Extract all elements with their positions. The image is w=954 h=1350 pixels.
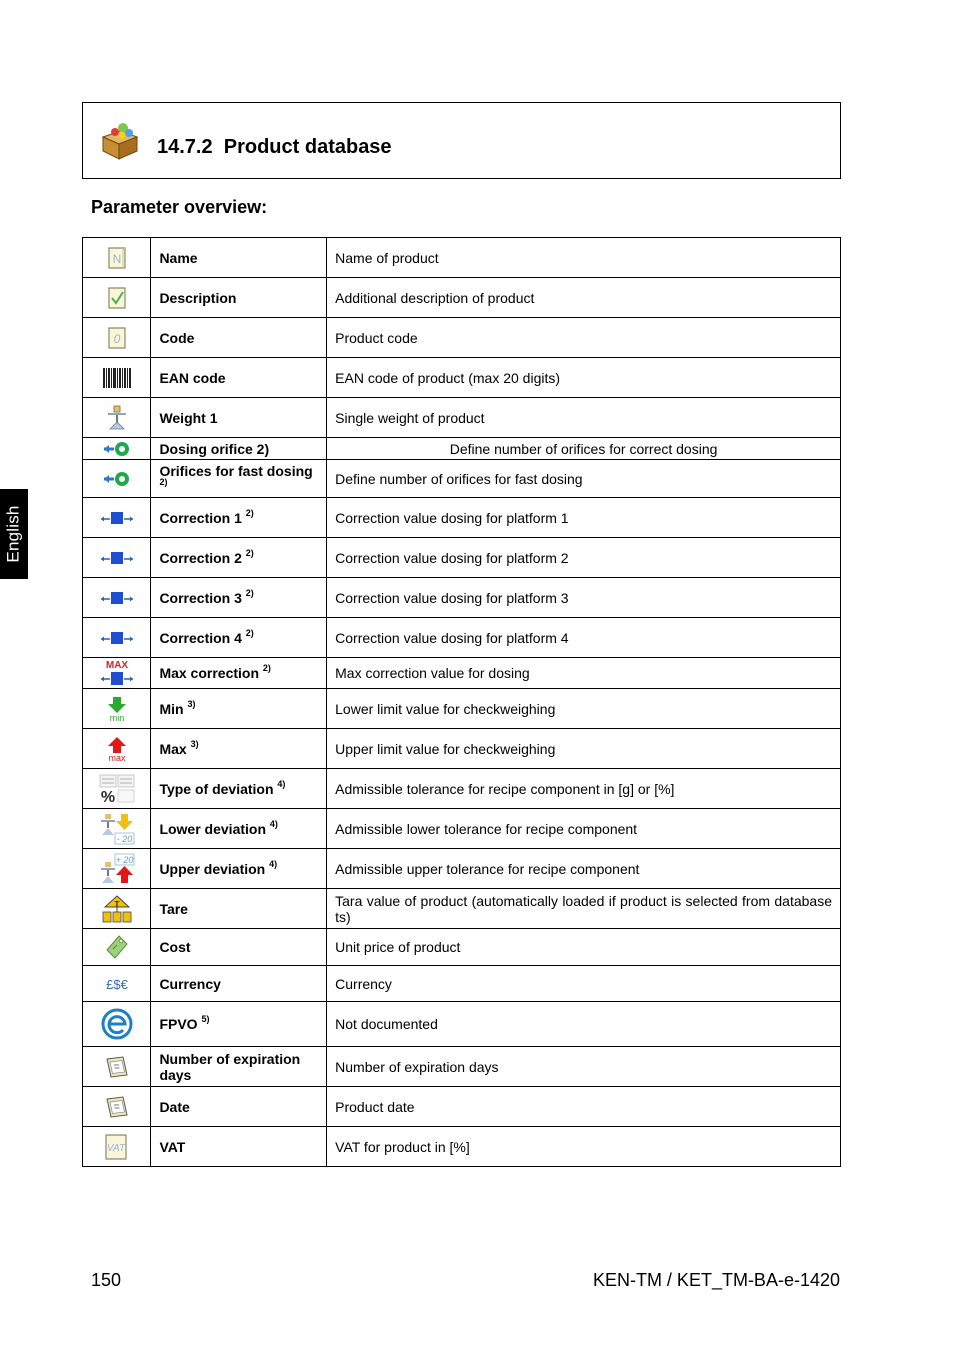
section-title-box [82, 102, 841, 179]
param-name [151, 729, 327, 769]
name-icon [106, 246, 128, 270]
param-name [151, 769, 327, 809]
param-name: Description [151, 278, 327, 318]
table-row [83, 538, 841, 578]
table-row [83, 929, 841, 966]
table-row [83, 578, 841, 618]
param-name [151, 658, 327, 689]
table-row [83, 1047, 841, 1087]
param-name [151, 809, 327, 849]
footnote-ref: 2) [245, 627, 254, 638]
table-row [83, 966, 841, 1002]
currency-icon [100, 976, 134, 992]
param-name: Currency [151, 966, 327, 1002]
param-name: Date [151, 1087, 327, 1127]
footnote-ref: 2) [159, 476, 168, 487]
table-row [83, 460, 841, 498]
param-description: Admissible lower tolerance for recipe component [327, 809, 841, 849]
parameter-heading: Parameter overview: [91, 197, 268, 217]
param-name-text: Lower deviation [159, 820, 267, 837]
param-description: EAN code of product (max 20 digits) [327, 358, 841, 398]
footnote-ref: 4) [269, 818, 278, 829]
param-name: Weight 1 [151, 398, 327, 438]
table-row [83, 658, 841, 689]
currency-symbols: £$€ [105, 977, 128, 993]
plus20-label: + 20 [115, 854, 134, 865]
table-row [83, 238, 841, 278]
table-row [83, 498, 841, 538]
table-row [83, 318, 841, 358]
barcode-icon [102, 367, 132, 389]
vat-icon [103, 1133, 131, 1161]
correction-icon [100, 510, 134, 526]
param-name [151, 498, 327, 538]
param-name [151, 460, 327, 498]
param-name-text: Correction 3 [159, 589, 242, 606]
table-row [83, 1087, 841, 1127]
lower-deviation-icon [99, 813, 135, 845]
table-row [83, 1127, 841, 1167]
param-name-text: Correction 2 [159, 549, 242, 566]
deviation-type-icon [99, 774, 135, 804]
param-name: VAT [151, 1127, 327, 1167]
param-name: Number of expiration days [151, 1047, 327, 1087]
document-id: KEN-TM / KET_TM-BA-e-1420 [592, 1270, 840, 1290]
param-description: Unit price of product [327, 929, 841, 966]
param-description: VAT for product in [%] [327, 1127, 841, 1167]
param-name [151, 689, 327, 729]
weight-icon [105, 405, 129, 431]
table-row [83, 398, 841, 438]
param-description: Correction value dosing for platform 1 [327, 498, 841, 538]
minus20-label: - 20 [116, 833, 132, 844]
footnote-ref: 5) [201, 1014, 210, 1025]
name-icon-letter: N [112, 251, 122, 266]
tare-letter: T [114, 899, 120, 909]
param-description: Name of product [327, 238, 841, 278]
footnote-ref: 3) [187, 698, 196, 709]
param-name: Name [151, 238, 327, 278]
param-description: Lower limit value for checkweighing [327, 689, 841, 729]
fpvo-icon [100, 1007, 134, 1041]
code-icon [106, 326, 128, 350]
param-description: Define number of orifices for correct dosing [327, 438, 841, 460]
param-description: Max correction value for dosing [327, 658, 841, 689]
orifice-icon [102, 440, 132, 458]
footnote-ref: 2) [245, 547, 254, 558]
page-number: 150 [91, 1270, 122, 1290]
footnote-ref: 4) [269, 858, 278, 869]
param-description: Admissible upper tolerance for recipe component [327, 849, 841, 889]
param-description: Admissible tolerance for recipe component in [g] or [%] [327, 769, 841, 809]
language-side-tab [0, 489, 28, 579]
param-description: Product date [327, 1087, 841, 1127]
footnote-ref: 2) [245, 587, 254, 598]
table-row [83, 889, 841, 929]
product-database-icon [99, 121, 141, 161]
footnote-ref: 2) [245, 507, 254, 518]
correction-icon [100, 550, 134, 566]
param-description: Define number of orifices for fast dosing [327, 460, 841, 498]
param-name-text: Correction 1 [159, 509, 242, 526]
param-description: Correction value dosing for platform 2 [327, 538, 841, 578]
calendar-icon [104, 1094, 130, 1120]
param-name [151, 1002, 327, 1047]
section-title [157, 136, 392, 159]
param-description: Correction value dosing for platform 4 [327, 618, 841, 658]
param-description: Not documented [327, 1002, 841, 1047]
param-name-text: Max correction [159, 665, 260, 681]
section-number: 14.7.2 [157, 136, 213, 158]
footnote-ref: 2) [262, 663, 271, 674]
param-name-text: Orifices for fast dosing [159, 462, 313, 479]
correction-icon [100, 630, 134, 646]
table-row [83, 849, 841, 889]
param-name-text: Type of deviation [159, 780, 274, 797]
footnote-ref: 4) [277, 778, 286, 789]
vat-label: VAT [106, 1142, 125, 1154]
calendar-icon [104, 1054, 130, 1080]
language-label: English [4, 505, 24, 563]
description-icon [106, 286, 128, 310]
param-name [151, 618, 327, 658]
svg-text:%: % [100, 788, 115, 804]
param-description: Additional description of product [327, 278, 841, 318]
tare-icon [101, 894, 133, 924]
table-row [83, 358, 841, 398]
table-row [83, 809, 841, 849]
param-name: EAN code [151, 358, 327, 398]
param-description: Currency [327, 966, 841, 1002]
max-small-label: max [108, 752, 126, 762]
param-name [151, 578, 327, 618]
max-correction-icon [100, 659, 134, 687]
upper-deviation-icon [99, 853, 135, 885]
param-description: Correction value dosing for platform 3 [327, 578, 841, 618]
table-row [83, 689, 841, 729]
cost-icon [105, 934, 129, 960]
code-icon-digit: 0 [113, 331, 121, 346]
param-name-text: Max [159, 740, 187, 757]
table-row [83, 729, 841, 769]
max-label: MAX [105, 660, 128, 671]
max-arrow-icon [105, 736, 129, 762]
param-name: Tare [151, 889, 327, 929]
table-row [83, 438, 841, 460]
section-title-text: Product database [223, 136, 392, 158]
table-row [83, 1002, 841, 1047]
param-name: Dosing orifice 2) [151, 438, 327, 460]
param-name-text: Min [159, 700, 184, 717]
correction-icon [100, 590, 134, 606]
param-name: Code [151, 318, 327, 358]
param-name [151, 849, 327, 889]
parameter-table [82, 237, 841, 1167]
param-name: Cost [151, 929, 327, 966]
param-description: Number of expiration days [327, 1047, 841, 1087]
param-name-text: Upper deviation [159, 860, 266, 877]
footnote-ref: 3) [190, 738, 199, 749]
param-description: Tara value of product (automatically loaded if product is selected from database ts) [327, 889, 841, 929]
param-name-text: Correction 4 [159, 629, 242, 646]
param-description: Single weight of product [327, 398, 841, 438]
table-row [83, 769, 841, 809]
param-name [151, 538, 327, 578]
min-label: min [109, 712, 124, 722]
orifice-icon [102, 470, 132, 488]
param-description: Product code [327, 318, 841, 358]
table-row [83, 278, 841, 318]
min-arrow-icon [105, 696, 129, 722]
table-row [83, 618, 841, 658]
param-name-text: FPVO [159, 1016, 198, 1032]
param-description: Upper limit value for checkweighing [327, 729, 841, 769]
